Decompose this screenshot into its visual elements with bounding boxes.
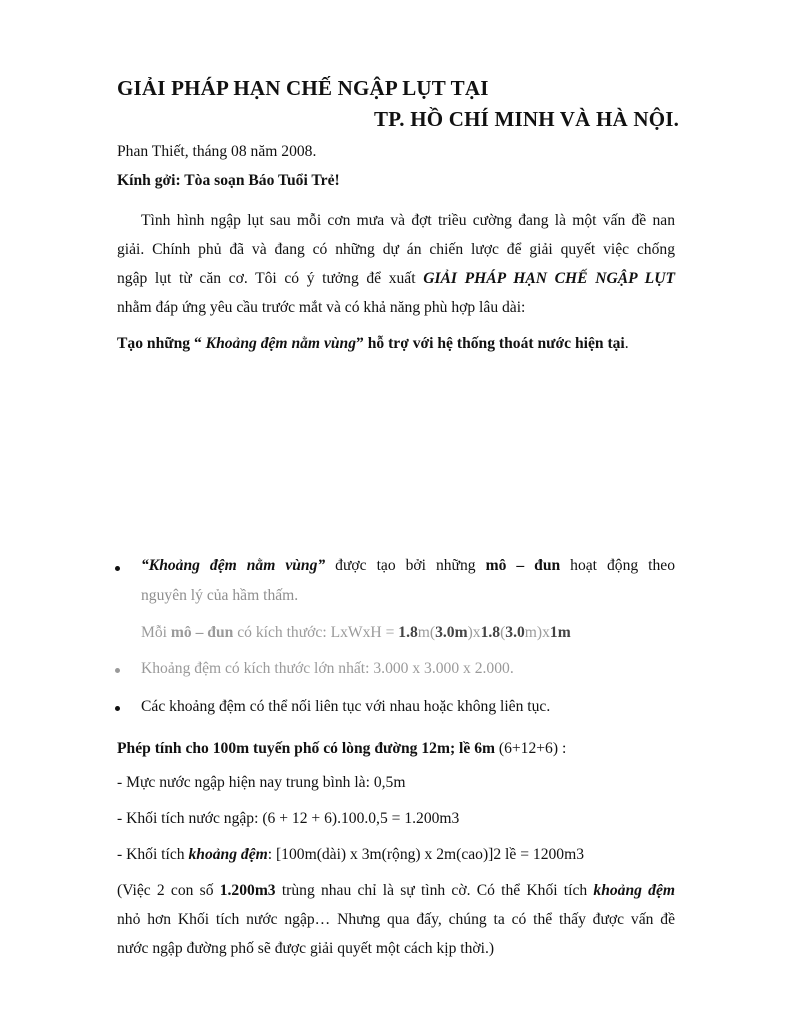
bullet-1-line-2: nguyên lý của hầm thấm. — [141, 587, 299, 604]
bullet-icon — [115, 566, 120, 571]
calc-item-3: - Khối tích khoảng đệm: [100m(dài) x 3m(rộng) x 2m(cao)]2 lề = 1200m3 — [117, 846, 585, 863]
title-line-2: TP. HỒ CHÍ MINH VÀ HÀ NỘI. — [374, 107, 680, 131]
bullet-1-line-1: “Khoảng đệm nằm vùng” được tạo bởi những mô – đun hoạt động theo — [141, 557, 676, 574]
salutation: Kính gởi: Tòa soạn Báo Tuổi Trẻ! — [117, 172, 340, 189]
calc-heading: Phép tính cho 100m tuyến phố có lòng đường 12m; lề 6m (6+12+6) : — [117, 740, 567, 757]
bullet-3: Các khoảng đệm có thể nối liên tục với nhau hoặc không liên tục. — [141, 698, 551, 715]
proposal-statement: Tạo những “ Khoảng đệm nằm vùng” hỗ trợ với hệ thống thoát nước hiện tại. — [117, 335, 629, 352]
intro-line-3: ngập lụt từ căn cơ. Tôi có ý tưởng để xuất GIẢI PHÁP HẠN CHẾ NGẬP LỤT — [117, 270, 675, 287]
title-line-1: GIẢI PHÁP HẠN CHẾ NGẬP LỤT TẠI — [117, 76, 489, 100]
bullet-icon — [115, 706, 120, 711]
module-dimensions: Mỗi mô – đun có kích thước: LxWxH = 1.8m(3.0m)x1.8(3.0m)x1m — [141, 624, 571, 641]
note-line-2: nhỏ hơn Khối tích nước ngập… Nhưng qua đấy, chúng ta có thể thấy được vấn đề — [117, 911, 675, 928]
calc-item-2: - Khối tích nước ngập: (6 + 12 + 6).100.0,5 = 1.200m3 — [117, 810, 460, 827]
bullet-2: Khoảng đệm có kích thước lớn nhất: 3.000 x 3.000 x 2.000. — [141, 660, 514, 677]
proposal-emphasis: Khoảng đệm nằm vùng — [205, 335, 357, 352]
solution-emphasis: GIẢI PHÁP HẠN CHẾ NGẬP LỤT — [423, 270, 675, 287]
intro-line-1: Tình hình ngập lụt sau mỗi cơn mưa và đợt triều cường đang là một vấn đề nan — [141, 212, 675, 229]
intro-line-2: giải. Chính phủ đã và đang có những dự án chiến lược để giải quyết việc chống — [117, 241, 675, 258]
bullet-icon — [115, 668, 120, 673]
calc-item-1: - Mực nước ngập hiện nay trung bình là: 0,5m — [117, 774, 406, 791]
place-date: Phan Thiết, tháng 08 năm 2008. — [117, 143, 317, 160]
note-line-1: (Việc 2 con số 1.200m3 trùng nhau chỉ là sự tình cờ. Có thể Khối tích khoảng đệm — [117, 882, 676, 899]
note-line-3: nước ngập đường phố sẽ được giải quyết một cách kịp thời.) — [117, 940, 495, 957]
intro-line-4: nhằm đáp ứng yêu cầu trước mắt và có khả năng phù hợp lâu dài: — [117, 299, 526, 316]
